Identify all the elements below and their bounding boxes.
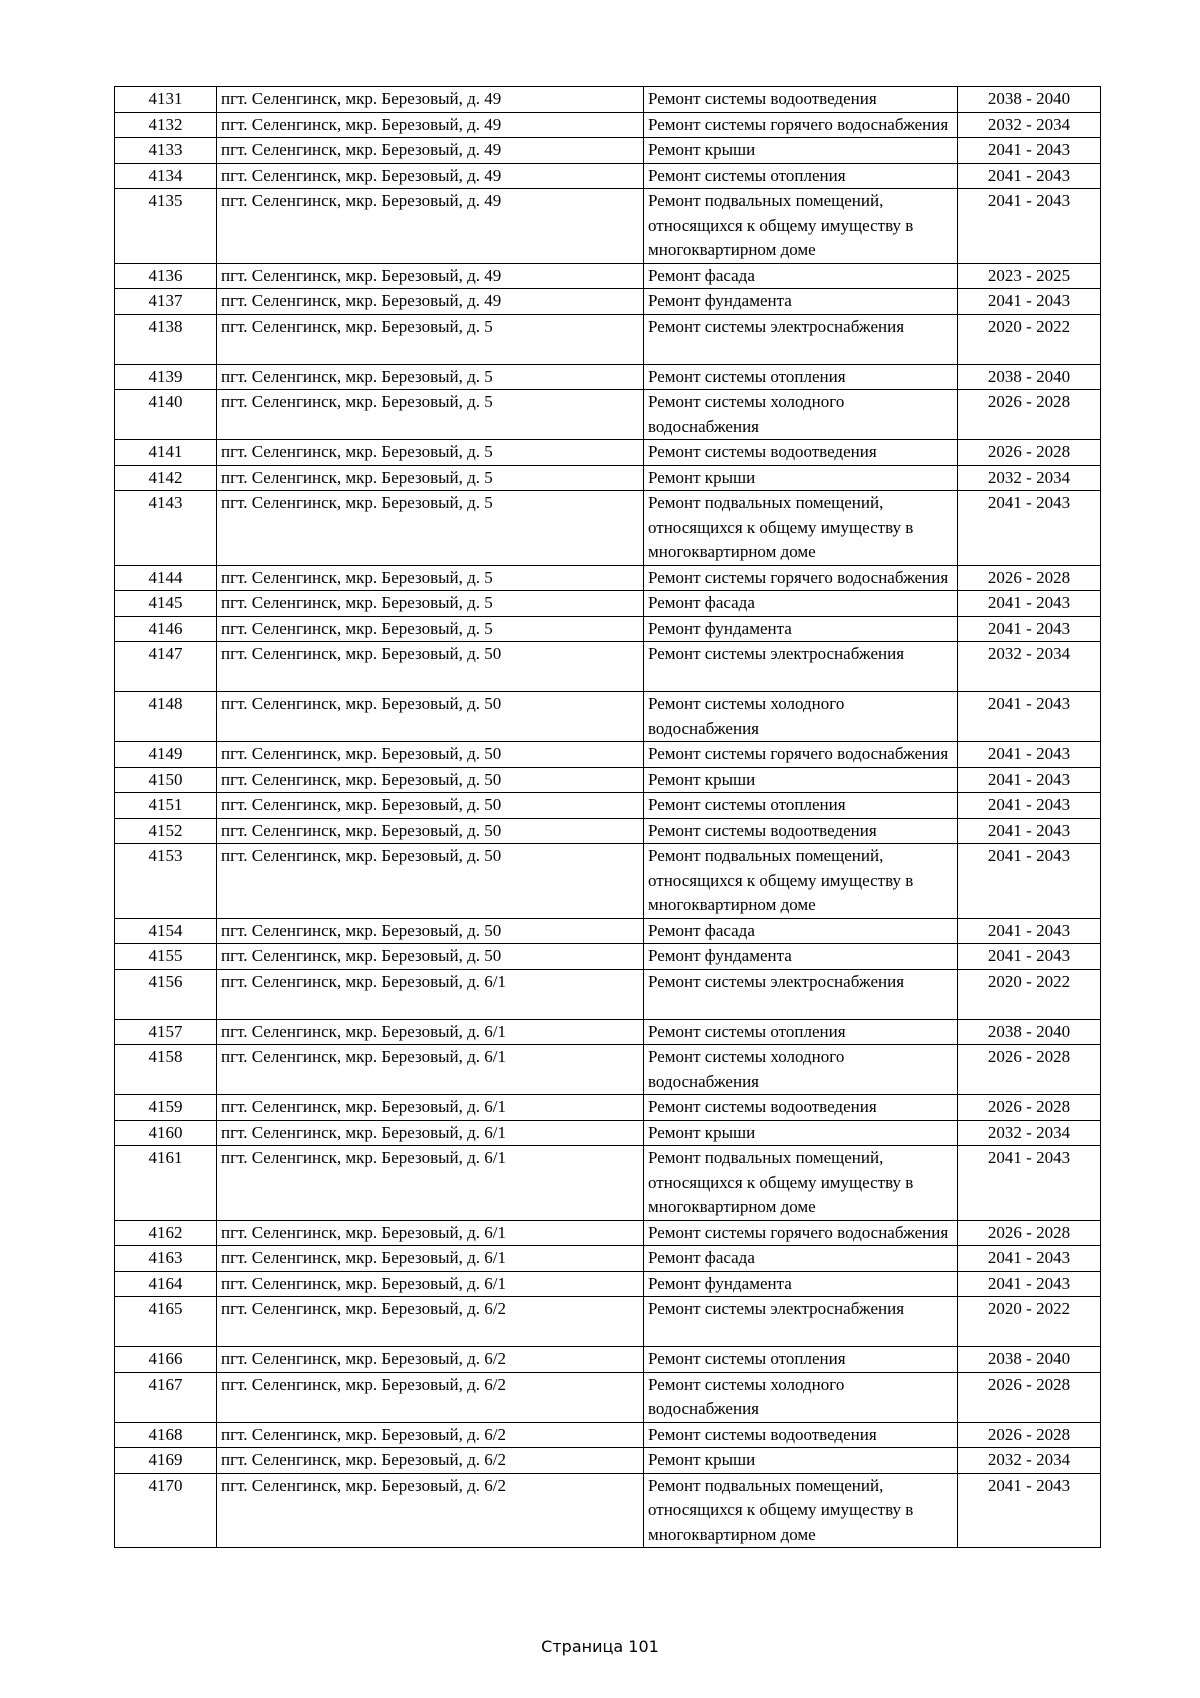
table-row — [115, 112, 1101, 138]
table-row — [115, 1220, 1101, 1246]
period-cell: 2032 - 2034 — [958, 1120, 1101, 1146]
work-type-cell: Ремонт системы водоотведения — [644, 440, 958, 466]
work-type-cell: Ремонт системы холодного водоснабжения — [644, 1372, 958, 1422]
address-cell: пгт. Селенгинск, мкр. Березовый, д. 5 — [217, 491, 644, 566]
row-number: 4140 — [115, 390, 217, 440]
address-cell: пгт. Селенгинск, мкр. Березовый, д. 6/2 — [217, 1347, 644, 1373]
address-cell: пгт. Селенгинск, мкр. Березовый, д. 6/1 — [217, 1220, 644, 1246]
address-cell: пгт. Селенгинск, мкр. Березовый, д. 49 — [217, 163, 644, 189]
work-type-cell: Ремонт системы водоотведения — [644, 1095, 958, 1121]
address-cell: пгт. Селенгинск, мкр. Березовый, д. 6/1 — [217, 1246, 644, 1272]
table-row — [115, 1347, 1101, 1373]
row-number: 4170 — [115, 1473, 217, 1548]
table-row — [115, 364, 1101, 390]
row-number: 4142 — [115, 465, 217, 491]
row-number: 4141 — [115, 440, 217, 466]
address-cell: пгт. Селенгинск, мкр. Березовый, д. 6/1 — [217, 1045, 644, 1095]
period-cell: 2020 - 2022 — [958, 969, 1101, 1019]
table-row — [115, 742, 1101, 768]
row-number: 4155 — [115, 944, 217, 970]
address-cell: пгт. Селенгинск, мкр. Березовый, д. 6/1 — [217, 1146, 644, 1221]
address-cell: пгт. Селенгинск, мкр. Березовый, д. 5 — [217, 616, 644, 642]
address-cell: пгт. Селенгинск, мкр. Березовый, д. 6/2 — [217, 1297, 644, 1347]
table-row — [115, 591, 1101, 617]
work-type-cell: Ремонт крыши — [644, 1448, 958, 1474]
table-row — [115, 440, 1101, 466]
address-cell: пгт. Селенгинск, мкр. Березовый, д. 5 — [217, 465, 644, 491]
address-cell: пгт. Селенгинск, мкр. Березовый, д. 6/1 — [217, 1019, 644, 1045]
address-cell: пгт. Селенгинск, мкр. Березовый, д. 49 — [217, 263, 644, 289]
work-type-cell: Ремонт крыши — [644, 465, 958, 491]
repair-schedule-table — [114, 86, 1101, 1548]
address-cell: пгт. Селенгинск, мкр. Березовый, д. 49 — [217, 87, 644, 113]
work-type-cell: Ремонт системы водоотведения — [644, 818, 958, 844]
row-number: 4158 — [115, 1045, 217, 1095]
table-row — [115, 1146, 1101, 1221]
address-cell: пгт. Селенгинск, мкр. Березовый, д. 49 — [217, 289, 644, 315]
row-number: 4166 — [115, 1347, 217, 1373]
row-number: 4134 — [115, 163, 217, 189]
row-number: 4154 — [115, 918, 217, 944]
row-number: 4139 — [115, 364, 217, 390]
period-cell: 2026 - 2028 — [958, 1422, 1101, 1448]
work-type-cell: Ремонт фундамента — [644, 1271, 958, 1297]
work-type-cell: Ремонт фундамента — [644, 289, 958, 315]
work-type-cell: Ремонт системы отопления — [644, 793, 958, 819]
work-type-cell: Ремонт крыши — [644, 1120, 958, 1146]
table-row — [115, 1095, 1101, 1121]
row-number: 4144 — [115, 565, 217, 591]
work-type-cell: Ремонт фасада — [644, 1246, 958, 1272]
table-row — [115, 844, 1101, 919]
table-row — [115, 465, 1101, 491]
row-number: 4143 — [115, 491, 217, 566]
table-row — [115, 163, 1101, 189]
work-type-cell: Ремонт системы электроснабжения — [644, 642, 958, 692]
table-row — [115, 189, 1101, 264]
table-row — [115, 1372, 1101, 1422]
period-cell: 2038 - 2040 — [958, 87, 1101, 113]
row-number: 4146 — [115, 616, 217, 642]
address-cell: пгт. Селенгинск, мкр. Березовый, д. 5 — [217, 390, 644, 440]
work-type-cell: Ремонт системы холодного водоснабжения — [644, 390, 958, 440]
work-type-cell: Ремонт системы горячего водоснабжения — [644, 1220, 958, 1246]
address-cell: пгт. Селенгинск, мкр. Березовый, д. 50 — [217, 944, 644, 970]
row-number: 4131 — [115, 87, 217, 113]
work-type-cell: Ремонт системы отопления — [644, 1347, 958, 1373]
work-type-cell: Ремонт системы горячего водоснабжения — [644, 565, 958, 591]
address-cell: пгт. Селенгинск, мкр. Березовый, д. 5 — [217, 591, 644, 617]
period-cell: 2041 - 2043 — [958, 1246, 1101, 1272]
row-number: 4147 — [115, 642, 217, 692]
row-number: 4156 — [115, 969, 217, 1019]
row-number: 4149 — [115, 742, 217, 768]
row-number: 4169 — [115, 1448, 217, 1474]
address-cell: пгт. Селенгинск, мкр. Березовый, д. 6/2 — [217, 1473, 644, 1548]
period-cell: 2026 - 2028 — [958, 1220, 1101, 1246]
work-type-cell: Ремонт системы горячего водоснабжения — [644, 112, 958, 138]
address-cell: пгт. Селенгинск, мкр. Березовый, д. 6/2 — [217, 1448, 644, 1474]
table-row — [115, 1045, 1101, 1095]
address-cell: пгт. Селенгинск, мкр. Березовый, д. 50 — [217, 692, 644, 742]
table-row — [115, 1422, 1101, 1448]
period-cell: 2026 - 2028 — [958, 1045, 1101, 1095]
table-row — [115, 1448, 1101, 1474]
table-row — [115, 944, 1101, 970]
period-cell: 2041 - 2043 — [958, 1146, 1101, 1221]
row-number: 4160 — [115, 1120, 217, 1146]
row-number: 4153 — [115, 844, 217, 919]
row-number: 4133 — [115, 138, 217, 164]
work-type-cell: Ремонт системы водоотведения — [644, 87, 958, 113]
row-number: 4132 — [115, 112, 217, 138]
row-number: 4151 — [115, 793, 217, 819]
period-cell: 2032 - 2034 — [958, 112, 1101, 138]
work-type-cell: Ремонт подвальных помещений, относящихся к общему имуществу в многоквартирном доме — [644, 1146, 958, 1221]
period-cell: 2041 - 2043 — [958, 793, 1101, 819]
row-number: 4164 — [115, 1271, 217, 1297]
work-type-cell: Ремонт системы электроснабжения — [644, 1297, 958, 1347]
address-cell: пгт. Селенгинск, мкр. Березовый, д. 6/1 — [217, 1095, 644, 1121]
address-cell: пгт. Селенгинск, мкр. Березовый, д. 50 — [217, 844, 644, 919]
row-number: 4145 — [115, 591, 217, 617]
work-type-cell: Ремонт подвальных помещений, относящихся к общему имуществу в многоквартирном доме — [644, 491, 958, 566]
period-cell: 2038 - 2040 — [958, 1019, 1101, 1045]
work-type-cell: Ремонт системы электроснабжения — [644, 314, 958, 364]
work-type-cell: Ремонт фундамента — [644, 944, 958, 970]
table-row — [115, 263, 1101, 289]
table-row — [115, 969, 1101, 1019]
row-number: 4157 — [115, 1019, 217, 1045]
table-row — [115, 793, 1101, 819]
period-cell: 2041 - 2043 — [958, 742, 1101, 768]
period-cell: 2041 - 2043 — [958, 189, 1101, 264]
address-cell: пгт. Селенгинск, мкр. Березовый, д. 50 — [217, 918, 644, 944]
period-cell: 2041 - 2043 — [958, 491, 1101, 566]
period-cell: 2032 - 2034 — [958, 642, 1101, 692]
address-cell: пгт. Селенгинск, мкр. Березовый, д. 50 — [217, 742, 644, 768]
row-number: 4168 — [115, 1422, 217, 1448]
page-number: Страница 101 — [541, 1637, 659, 1656]
table-row — [115, 1473, 1101, 1548]
work-type-cell: Ремонт системы холодного водоснабжения — [644, 692, 958, 742]
table-row — [115, 616, 1101, 642]
work-type-cell: Ремонт подвальных помещений, относящихся к общему имуществу в многоквартирном доме — [644, 1473, 958, 1548]
table-row — [115, 692, 1101, 742]
period-cell: 2041 - 2043 — [958, 692, 1101, 742]
address-cell: пгт. Селенгинск, мкр. Березовый, д. 50 — [217, 793, 644, 819]
period-cell: 2041 - 2043 — [958, 163, 1101, 189]
work-type-cell: Ремонт подвальных помещений, относящихся к общему имуществу в многоквартирном доме — [644, 189, 958, 264]
period-cell: 2041 - 2043 — [958, 289, 1101, 315]
period-cell: 2020 - 2022 — [958, 1297, 1101, 1347]
work-type-cell: Ремонт системы отопления — [644, 1019, 958, 1045]
row-number: 4163 — [115, 1246, 217, 1272]
period-cell: 2041 - 2043 — [958, 918, 1101, 944]
table-row — [115, 1271, 1101, 1297]
row-number: 4150 — [115, 767, 217, 793]
table-row — [115, 138, 1101, 164]
period-cell: 2026 - 2028 — [958, 390, 1101, 440]
period-cell: 2020 - 2022 — [958, 314, 1101, 364]
row-number: 4167 — [115, 1372, 217, 1422]
period-cell: 2041 - 2043 — [958, 138, 1101, 164]
period-cell: 2041 - 2043 — [958, 591, 1101, 617]
row-number: 4135 — [115, 189, 217, 264]
work-type-cell: Ремонт крыши — [644, 767, 958, 793]
address-cell: пгт. Селенгинск, мкр. Березовый, д. 50 — [217, 818, 644, 844]
row-number: 4138 — [115, 314, 217, 364]
row-number: 4162 — [115, 1220, 217, 1246]
row-number: 4152 — [115, 818, 217, 844]
address-cell: пгт. Селенгинск, мкр. Березовый, д. 5 — [217, 565, 644, 591]
address-cell: пгт. Селенгинск, мкр. Березовый, д. 6/2 — [217, 1372, 644, 1422]
row-number: 4159 — [115, 1095, 217, 1121]
period-cell: 2041 - 2043 — [958, 844, 1101, 919]
table-row — [115, 87, 1101, 113]
work-type-cell: Ремонт системы водоотведения — [644, 1422, 958, 1448]
table-row — [115, 818, 1101, 844]
period-cell: 2041 - 2043 — [958, 616, 1101, 642]
period-cell: 2041 - 2043 — [958, 944, 1101, 970]
period-cell: 2032 - 2034 — [958, 465, 1101, 491]
table-row — [115, 390, 1101, 440]
row-number: 4137 — [115, 289, 217, 315]
period-cell: 2026 - 2028 — [958, 440, 1101, 466]
period-cell: 2026 - 2028 — [958, 1095, 1101, 1121]
row-number: 4136 — [115, 263, 217, 289]
address-cell: пгт. Селенгинск, мкр. Березовый, д. 6/1 — [217, 1271, 644, 1297]
work-type-cell: Ремонт системы отопления — [644, 163, 958, 189]
work-type-cell: Ремонт системы отопления — [644, 364, 958, 390]
row-number: 4148 — [115, 692, 217, 742]
address-cell: пгт. Селенгинск, мкр. Березовый, д. 49 — [217, 189, 644, 264]
work-type-cell: Ремонт системы горячего водоснабжения — [644, 742, 958, 768]
table-row — [115, 767, 1101, 793]
table-row — [115, 1120, 1101, 1146]
address-cell: пгт. Селенгинск, мкр. Березовый, д. 5 — [217, 314, 644, 364]
address-cell: пгт. Селенгинск, мкр. Березовый, д. 5 — [217, 364, 644, 390]
table-body — [115, 87, 1101, 1548]
row-number: 4165 — [115, 1297, 217, 1347]
address-cell: пгт. Селенгинск, мкр. Березовый, д. 50 — [217, 642, 644, 692]
work-type-cell: Ремонт крыши — [644, 138, 958, 164]
period-cell: 2041 - 2043 — [958, 818, 1101, 844]
table-row — [115, 642, 1101, 692]
table-row — [115, 918, 1101, 944]
work-type-cell: Ремонт системы холодного водоснабжения — [644, 1045, 958, 1095]
table-row — [115, 314, 1101, 364]
table-row — [115, 565, 1101, 591]
table-row — [115, 1297, 1101, 1347]
work-type-cell: Ремонт фасада — [644, 591, 958, 617]
address-cell: пгт. Селенгинск, мкр. Березовый, д. 6/2 — [217, 1422, 644, 1448]
period-cell: 2032 - 2034 — [958, 1448, 1101, 1474]
row-number: 4161 — [115, 1146, 217, 1221]
work-type-cell: Ремонт фундамента — [644, 616, 958, 642]
work-type-cell: Ремонт фасада — [644, 918, 958, 944]
period-cell: 2038 - 2040 — [958, 1347, 1101, 1373]
address-cell: пгт. Селенгинск, мкр. Березовый, д. 6/1 — [217, 1120, 644, 1146]
period-cell: 2023 - 2025 — [958, 263, 1101, 289]
address-cell: пгт. Селенгинск, мкр. Березовый, д. 49 — [217, 138, 644, 164]
table-row — [115, 289, 1101, 315]
work-type-cell: Ремонт фасада — [644, 263, 958, 289]
work-type-cell: Ремонт подвальных помещений, относящихся к общему имуществу в многоквартирном доме — [644, 844, 958, 919]
period-cell: 2038 - 2040 — [958, 364, 1101, 390]
period-cell: 2041 - 2043 — [958, 1271, 1101, 1297]
table-row — [115, 491, 1101, 566]
address-cell: пгт. Селенгинск, мкр. Березовый, д. 50 — [217, 767, 644, 793]
table-row — [115, 1019, 1101, 1045]
address-cell: пгт. Селенгинск, мкр. Березовый, д. 5 — [217, 440, 644, 466]
address-cell: пгт. Селенгинск, мкр. Березовый, д. 49 — [217, 112, 644, 138]
period-cell: 2041 - 2043 — [958, 1473, 1101, 1548]
period-cell: 2026 - 2028 — [958, 565, 1101, 591]
work-type-cell: Ремонт системы электроснабжения — [644, 969, 958, 1019]
period-cell: 2041 - 2043 — [958, 767, 1101, 793]
address-cell: пгт. Селенгинск, мкр. Березовый, д. 6/1 — [217, 969, 644, 1019]
table-row — [115, 1246, 1101, 1272]
period-cell: 2026 - 2028 — [958, 1372, 1101, 1422]
